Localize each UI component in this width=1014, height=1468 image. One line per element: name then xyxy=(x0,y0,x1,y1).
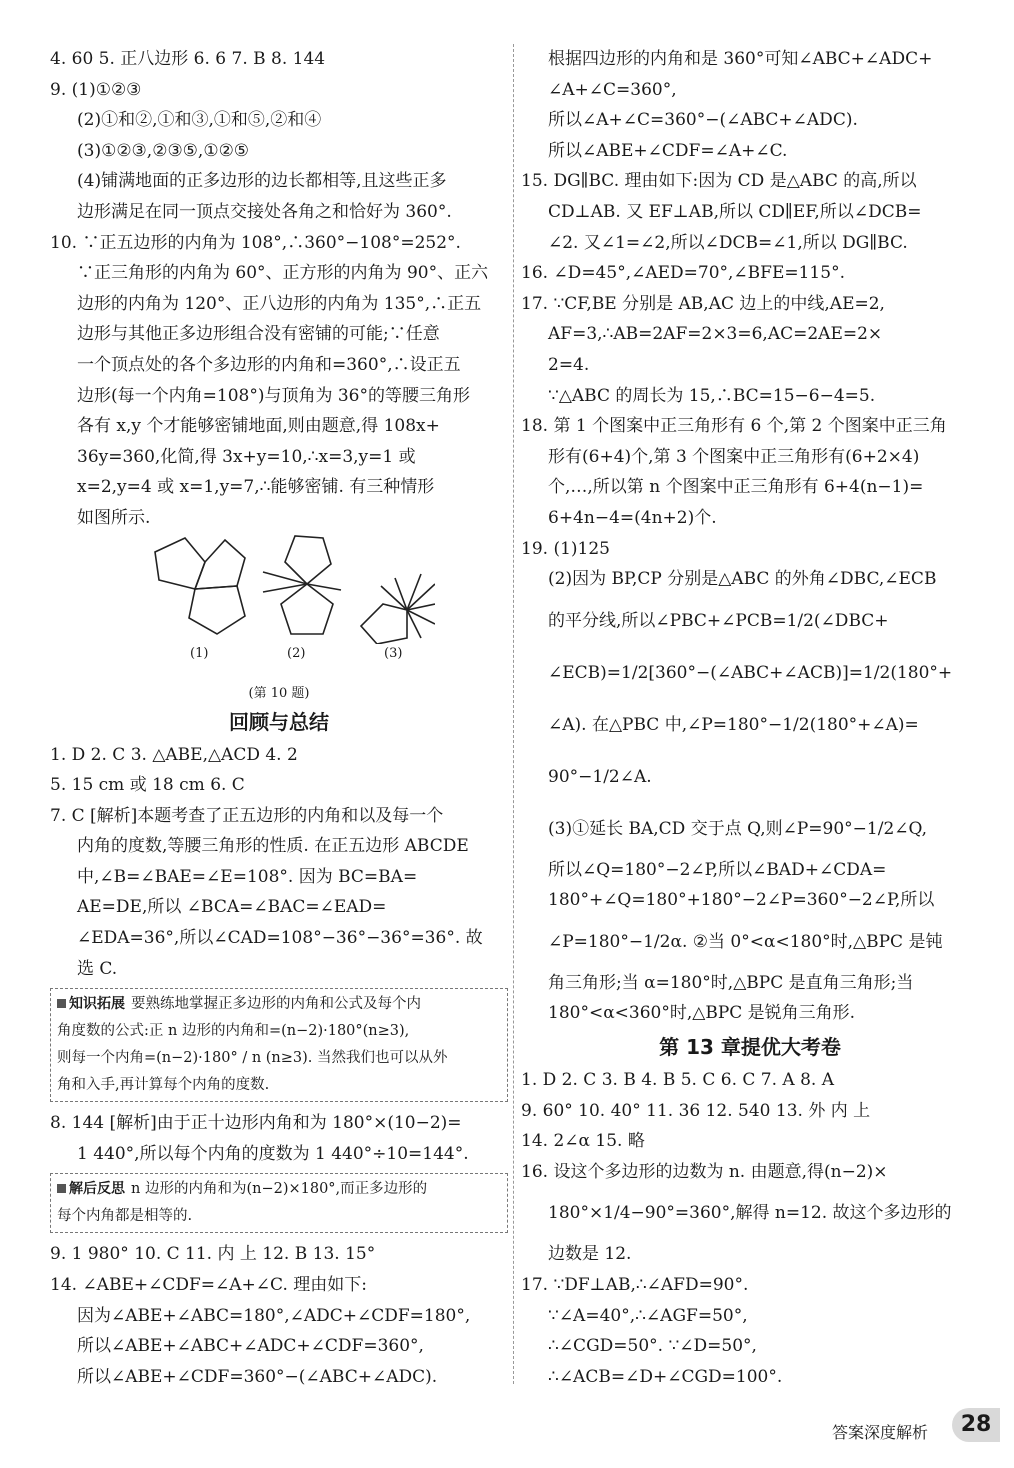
answer-line: 所以∠A+∠C=360°−(∠ABC+∠ADC). xyxy=(548,110,858,131)
answer-line: 17. ∵DF⊥AB,∴∠AFD=90°. xyxy=(521,1275,749,1296)
answer-line: 6+4n−4=(4n+2)个. xyxy=(548,507,717,528)
answer-line: ∴∠ACB=∠D+∠CGD=100°. xyxy=(548,1366,783,1387)
answer-line: 边形与其他正多边形组合没有密铺的可能;∵任意 xyxy=(77,324,440,345)
answers-block-3 xyxy=(50,1108,508,1169)
knowledge-extension-box xyxy=(50,988,508,1102)
answer-line: 边形的内角为 120°、正八边形的内角为 135°,∴正五 xyxy=(77,293,482,314)
figure-label-2: (2) xyxy=(287,645,306,661)
answer-line: 7. C [解析]本题考查了正五边形的内角和以及每一个 xyxy=(50,805,444,826)
answer-line: 的平分线,所以∠PBC+∠PCB=1/2(∠DBC+ xyxy=(548,610,889,631)
section-title-review: 回顾与总结 xyxy=(229,709,329,734)
box-line: 则每一个内角=(n−2)·180° / n (n≥3). 当然我们也可以从外 xyxy=(57,1050,448,1067)
answer-line: ∵正三角形的内角为 60°、正方形的内角为 90°、正六 xyxy=(77,263,489,284)
box-tag: 知识拓展 xyxy=(57,996,125,1012)
section-title-exam: 第 13 章提优大考卷 xyxy=(659,1035,841,1060)
answer-line: 内角的度数,等腰三角形的性质. 在正五边形 ABCDE xyxy=(77,836,469,857)
answer-line: 14. ∠ABE+∠CDF=∠A+∠C. 理由如下: xyxy=(50,1275,367,1296)
answer-line: 180°×1/4−90°=360°,解得 n=12. 故这个多边形的 xyxy=(548,1203,952,1224)
pentagon-shape xyxy=(195,540,245,589)
tessellation-diagram xyxy=(145,534,435,644)
answer-line: 8. 144 [解析]由于正十边形内角和为 180°×(10−2)= xyxy=(50,1113,462,1134)
answer-line: 18. 第 1 个图案中正三角形有 6 个,第 2 个图案中正三角 xyxy=(521,416,947,437)
answer-line: 36y=360,化简,得 3x+y=10,∴x=3,y=1 或 xyxy=(77,446,416,467)
box-line: 每个内角都是相等的. xyxy=(57,1208,193,1225)
answer-line: 边形满足在同一顶点交接处各角之和恰好为 360°. xyxy=(77,201,452,222)
figure-q10 xyxy=(50,534,508,684)
answer-line: 1. D 2. C 3. B 4. B 5. C 6. C 7. A 8. A xyxy=(521,1070,835,1091)
answer-line: 4. 60 5. 正八边形 6. 6 7. B 8. 144 xyxy=(50,49,326,69)
footer-label: 答案深度解析 xyxy=(832,1423,929,1442)
answers-block-right-2 xyxy=(521,1065,979,1392)
figure-label-3: (3) xyxy=(384,645,403,661)
answer-line: 中,∠B=∠BAE=∠E=108°. 因为 BC=BA= xyxy=(77,866,418,887)
answer-line: (4)铺满地面的正多边形的边长都相等,且这些正多 xyxy=(77,171,447,192)
pentagon-shape xyxy=(281,584,333,634)
answer-line: 90°−1/2∠A. xyxy=(548,766,652,787)
pentagon-shape xyxy=(285,536,331,584)
column-divider xyxy=(513,44,514,1384)
answer-line: 5. 15 cm 或 18 cm 6. C xyxy=(50,775,245,796)
answer-line: 10. ∵正五边形的内角为 108°,∴360°−108°=252°. xyxy=(50,232,461,253)
answer-line: ∠ECB)=1/2[360°−(∠ABC+∠ACB)]=1/2(180°+ xyxy=(548,662,953,683)
answer-line: (2)因为 BP,CP 分别是△ABC 的外角∠DBC,∠ECB xyxy=(548,569,937,590)
answer-line: 一个顶点处的各个多边形的内角和=360°,∴设正五 xyxy=(77,354,461,375)
pentagon-shape xyxy=(189,586,245,634)
page-number: 28 xyxy=(952,1408,1000,1442)
box-line: 要熟练地掌握正多边形的内角和公式及每个内 xyxy=(131,996,421,1013)
answer-line: 所以∠Q=180°−2∠P,所以∠BAD+∠CDA= xyxy=(548,859,887,880)
answer-line: ∴∠CGD=50°. ∵∠D=50°, xyxy=(548,1336,757,1357)
answer-line: 所以∠ABE+∠CDF=∠A+∠C. xyxy=(548,140,788,161)
answers-block-right-1 xyxy=(521,44,979,1029)
answer-line: 边数是 12. xyxy=(548,1244,632,1265)
reflection-box xyxy=(50,1173,508,1233)
answer-line: 因为∠ABE+∠ABC=180°,∠ADC+∠CDF=180°, xyxy=(77,1305,471,1326)
answer-line: ∠2. 又∠1=∠2,所以∠DCB=∠1,所以 DG∥BC. xyxy=(548,232,908,253)
answers-block-2 xyxy=(50,740,508,985)
answer-line: 19. (1)125 xyxy=(521,538,610,559)
answer-line: 9. 60° 10. 40° 11. 36 12. 540 13. 外 内 上 xyxy=(521,1100,871,1121)
box-line: 角度数的公式:正 n 边形的内角和=(n−2)·180°(n≥3), xyxy=(57,1023,410,1040)
answer-line: (3)①②③,②③⑤,①②⑤ xyxy=(77,140,250,161)
answer-line: 2=4. xyxy=(548,354,590,375)
answer-line: 角三角形;当 α=180°时,△BPC 是直角三角形;当 xyxy=(548,972,914,993)
answer-line: ∠EDA=36°,所以∠CAD=108°−36°−36°=36°. 故 xyxy=(77,928,483,949)
answer-line: 形有(6+4)个,第 3 个图案中正三角形有(6+2×4) xyxy=(548,446,920,467)
answer-line: 如图所示. xyxy=(77,507,151,528)
answers-block-4 xyxy=(50,1239,508,1392)
answer-line: 9. (1)①②③ xyxy=(50,79,142,100)
answer-line: 所以∠ABE+∠CDF=360°−(∠ABC+∠ADC). xyxy=(77,1366,438,1387)
answer-line: 9. 1 980° 10. C 11. 内 上 12. B 13. 15° xyxy=(50,1244,376,1265)
right-column xyxy=(521,44,979,1392)
answer-line: 16. ∠D=45°,∠AED=70°,∠BFE=115°. xyxy=(521,263,845,284)
answer-line: 根据四边形的内角和是 360°可知∠ABC+∠ADC+ xyxy=(548,49,933,69)
answer-line: 180°+∠Q=180°+180°−2∠P=360°−2∠P,所以 xyxy=(548,890,935,911)
answer-line: 1 440°,所以每个内角的度数为 1 440°÷10=144°. xyxy=(77,1143,469,1164)
answer-line: AE=DE,所以 ∠BCA=∠BAC=∠EAD= xyxy=(77,897,387,918)
answers-block-1 xyxy=(50,44,508,534)
answer-line: ∵△ABC 的周长为 15,∴BC=15−6−4=5. xyxy=(548,385,876,406)
answer-line: 16. 设这个多边形的边数为 n. 由题意,得(n−2)× xyxy=(521,1161,888,1182)
answer-line: CD⊥AB. 又 EF⊥AB,所以 CD∥EF,所以∠DCB= xyxy=(548,201,922,222)
answer-line: 180°<α<360°时,△BPC 是锐角三角形. xyxy=(548,1003,856,1024)
answer-line: (2)①和②,①和③,①和⑤,②和④ xyxy=(77,110,322,131)
answer-line: AF=3,∴AB=2AF=2×3=6,AC=2AE=2× xyxy=(548,324,883,345)
answer-line: ∠A). 在△PBC 中,∠P=180°−1/2(180°+∠A)= xyxy=(548,714,919,735)
box-line: 角和入手,再计算每个内角的度数. xyxy=(57,1077,270,1094)
answer-line: x=2,y=4 或 x=1,y=7,∴能够密铺. 有三种情形 xyxy=(77,477,435,498)
figure-caption: (第 10 题) xyxy=(248,685,310,701)
answer-line: 边形(每一个内角=108°)与顶角为 36°的等腰三角形 xyxy=(77,385,470,406)
answer-line: 15. DG∥BC. 理由如下:因为 CD 是△ABC 的高,所以 xyxy=(521,171,917,192)
left-column xyxy=(50,44,508,1392)
answer-line: (3)①延长 BA,CD 交于点 Q,则∠P=90°−1/2∠Q, xyxy=(548,818,927,839)
answer-line: 17. ∵CF,BE 分别是 AB,AC 边上的中线,AE=2, xyxy=(521,293,885,314)
answer-line: 各有 x,y 个才能够密铺地面,则由题意,得 108x+ xyxy=(77,416,440,437)
pentagon-shape xyxy=(361,604,407,644)
figure-label-1: (1) xyxy=(190,645,209,661)
answer-line: 选 C. xyxy=(77,958,118,979)
answer-line: 所以∠ABE+∠ABC+∠ADC+∠CDF=360°, xyxy=(77,1336,424,1357)
answer-line: ∠A+∠C=360°, xyxy=(548,79,677,100)
answer-line: ∠P=180°−1/2α. ②当 0°<α<180°时,△BPC 是钝 xyxy=(548,931,943,952)
answer-line: ∵∠A=40°,∴∠AGF=50°, xyxy=(548,1305,748,1326)
box-line: n 边形的内角和为(n−2)×180°,而正多边形的 xyxy=(131,1181,428,1198)
answer-line: 个,…,所以第 n 个图案中正三角形有 6+4(n−1)= xyxy=(548,477,924,498)
answer-line: 14. 2∠α 15. 略 xyxy=(521,1131,645,1152)
box-tag: 解后反思 xyxy=(57,1181,125,1197)
answer-line: 1. D 2. C 3. △ABE,△ACD 4. 2 xyxy=(50,744,298,765)
